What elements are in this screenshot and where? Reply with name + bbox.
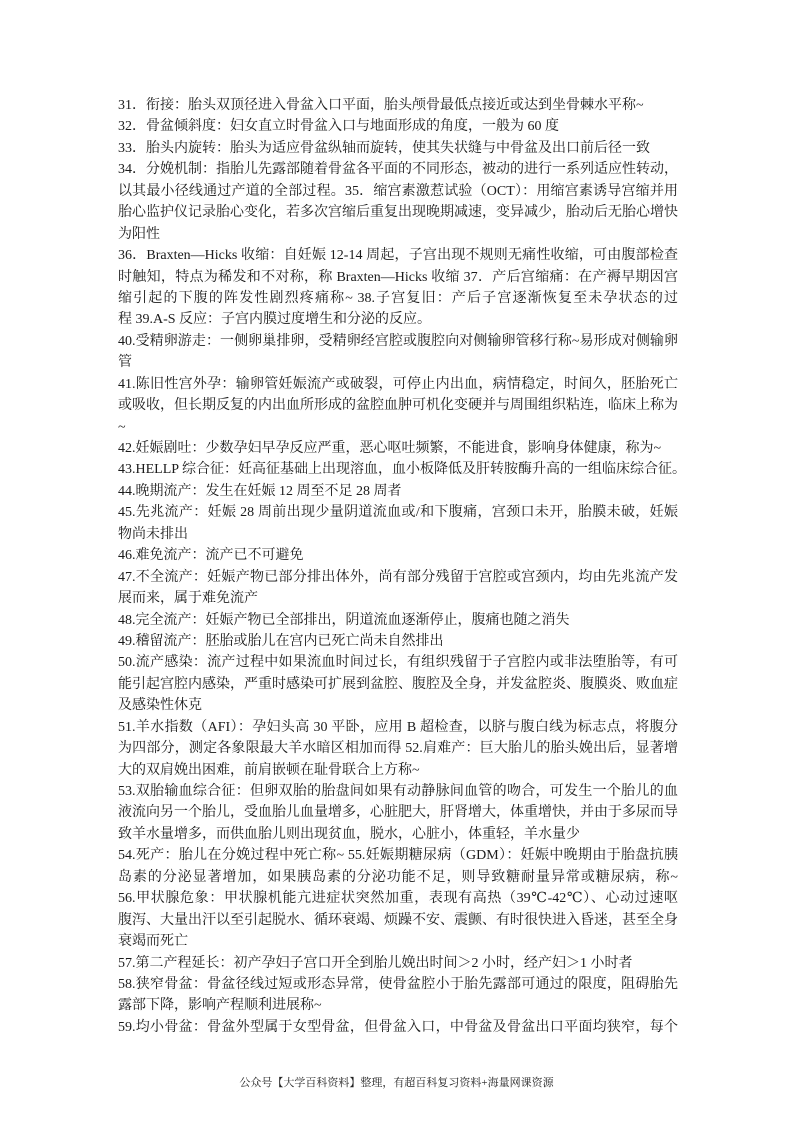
text-line: 展而来，属于难免流产 [118,591,258,607]
text-line: 59.均小骨盆：骨盆外型属于女型骨盆，但骨盆入口，中骨盆及骨盆出口平面均狭窄，每个 [118,1019,678,1035]
text-line: 胎心监护仪记录胎心变化，若多次宫缩后重复出现晚期减速，变异减少，胎动后无胎心增快 [118,205,678,221]
text-line: 49.稽留流产：胚胎或胎儿在宫内已死亡尚未自然排出 [118,633,444,649]
text-line: 露部下降，影响产程顺利进展称~ [118,998,322,1014]
text-line: 56.甲状腺危象：甲状腺机能亢进症状突然加重，表现有高热（39℃-42℃）、心动过速呕 [118,891,678,907]
text-line: 管 [118,355,132,371]
text-line: 为四部分，测定各象限最大羊水暗区相加而得 52.肩难产：巨大胎儿的胎头娩出后，显著增 [118,741,678,757]
text-line: 42.妊娠剧吐：少数孕妇早孕反应严重，恶心呕吐频繁，不能进食，影响身体健康，称为~ [118,441,662,456]
text-line: 51.羊水指数（AFI）：孕妇头高 30 平卧，应用 B 超检查，以脐与腹白线为标志点，将腹分 [118,719,678,735]
text-line: 34．分娩机制：指胎儿先露部随着骨盆各平面的不同形态，被动的进行一系列适应性转动， [118,162,678,178]
text-line: 为阳性 [118,226,160,242]
text-line: 腹泻、大量出汗以至引起脱水、循环衰竭、烦躁不安、震颤、有时很快进入昏迷，甚至全身 [118,912,678,928]
text-line: 47.不全流产：妊娠产物已部分排出体外，尚有部分残留于宫腔或宫颈内，均由先兆流产发 [118,569,678,585]
text-line: 53.双胎输血综合征：但卵双胎的胎盘间如果有动静脉间血管的吻合，可发生一个胎儿的血 [118,784,678,799]
text-line: 32．骨盆倾斜度：妇女直立时骨盆入口与地面形成的角度，一般为 60 度 [118,119,559,135]
text-line: 或吸收，但长期反复的内出血所形成的盆腔血肿可机化变硬并与周围组织粘连，临床上称为 [118,398,678,414]
page-footer: 公众号【大学百科资料】整理，有超百科复习资料+海量网课资源 [239,1077,554,1089]
text-line: 物尚未排出 [118,526,188,542]
text-line: 48.完全流产：妊娠产物已全部排出，阴道流血逐渐停止，腹痛也随之消失 [118,612,570,628]
text-line: 能引起宫腔内感染，严重时感染可扩展到盆腔、腹腔及全身，并发盆腔炎、腹膜炎、败血症 [118,676,678,692]
text-line: ~ [118,419,126,435]
text-line: 衰竭而死亡 [118,934,188,950]
text-line: 40.受精卵游走：一侧卵巢排卵，受精卵经宫腔或腹腔向对侧输卵管移行称~易形成对侧输卵 [118,333,678,349]
text-line: 33．胎头内旋转：胎头为适应骨盆纵轴而旋转，使其失状缝与中骨盆及出口前后径一致 [118,140,650,156]
text-line: 31．衔接：胎头双顶径进入骨盆入口平面，胎头颅骨最低点接近或达到坐骨棘水平称~ [118,98,644,113]
document-body [118,95,687,1038]
text-line: 43.HELLP 综合征：妊高征基础上出现溶血，血小板降低及肝转胺酶升高的一组临床综合征。 [118,462,687,478]
text-line: 41.陈旧性宫外孕：输卵管妊娠流产或破裂，可停止内出血，病情稳定，时间久，胚胎死亡 [118,376,678,392]
text-line: 46.难免流产：流产已不可避免 [118,548,304,564]
text-line: 时触知，特点为稀发和不对称，称 Braxten—Hicks 收缩 37．产后宫缩痛：在产褥早期因宫 [118,269,678,285]
text-line: 缩引起的下腹的阵发性剧烈疼痛称~ 38.子宫复旧：产后子宫逐渐恢复至未孕状态的过 [118,290,678,306]
text-line: 大的双肩娩出困难，前肩嵌顿在耻骨联合上方称~ [118,762,420,778]
text-line: 岛素的分泌显著增加，如果胰岛素的分泌功能不足，则导致糖耐量异常或糖尿病，称~ [118,869,678,885]
text-line: 45.先兆流产：妊娠 28 周前出现少量阴道流血或/和下腹痛，宫颈口未开，胎膜未破，妊娠 [118,505,678,521]
text-line: 50.流产感染：流产过程中如果流血时间过长，有组织残留于子宫腔内或非法堕胎等，有可 [118,655,678,671]
text-line: 致羊水量增多，而供血胎儿则出现贫血，脱水，心脏小，体重轻，羊水量少 [118,826,580,842]
text-line: 58.狭窄骨盆：骨盆径线过短或形态异常，使骨盆腔小于胎先露部可通过的限度，阻碍胎先 [118,976,678,992]
text-line: 以其最小径线通过产道的全部过程。35．缩宫素激惹试验（OCT）：用缩宫素诱导宫缩并用 [118,183,678,199]
text-line: 44.晚期流产：发生在妊娠 12 周至不足 28 周者 [118,483,402,499]
text-line: 54.死产：胎儿在分娩过程中死亡称~ 55.妊娠期糖尿病（GDM）：妊娠中晚期由于胎盘抗胰 [118,848,678,864]
text-line: 程 39.A-S 反应：子宫内膜过度增生和分泌的反应。 [118,312,432,328]
text-line: 57.第二产程延长：初产孕妇子宫口开全到胎儿娩出时间＞2 小时，经产妇＞1 小时者 [118,955,633,971]
text-line: 36．Braxten—Hicks 收缩：自妊娠 12-14 周起，子宫出现不规则无痛性收缩，可由腹部检查 [118,248,678,264]
text-line: 液流向另一个胎儿，受血胎儿血量增多，心脏肥大，肝肾增大，体重增快，并由于多尿而导 [118,805,678,821]
text-line: 及感染性休克 [118,698,202,714]
